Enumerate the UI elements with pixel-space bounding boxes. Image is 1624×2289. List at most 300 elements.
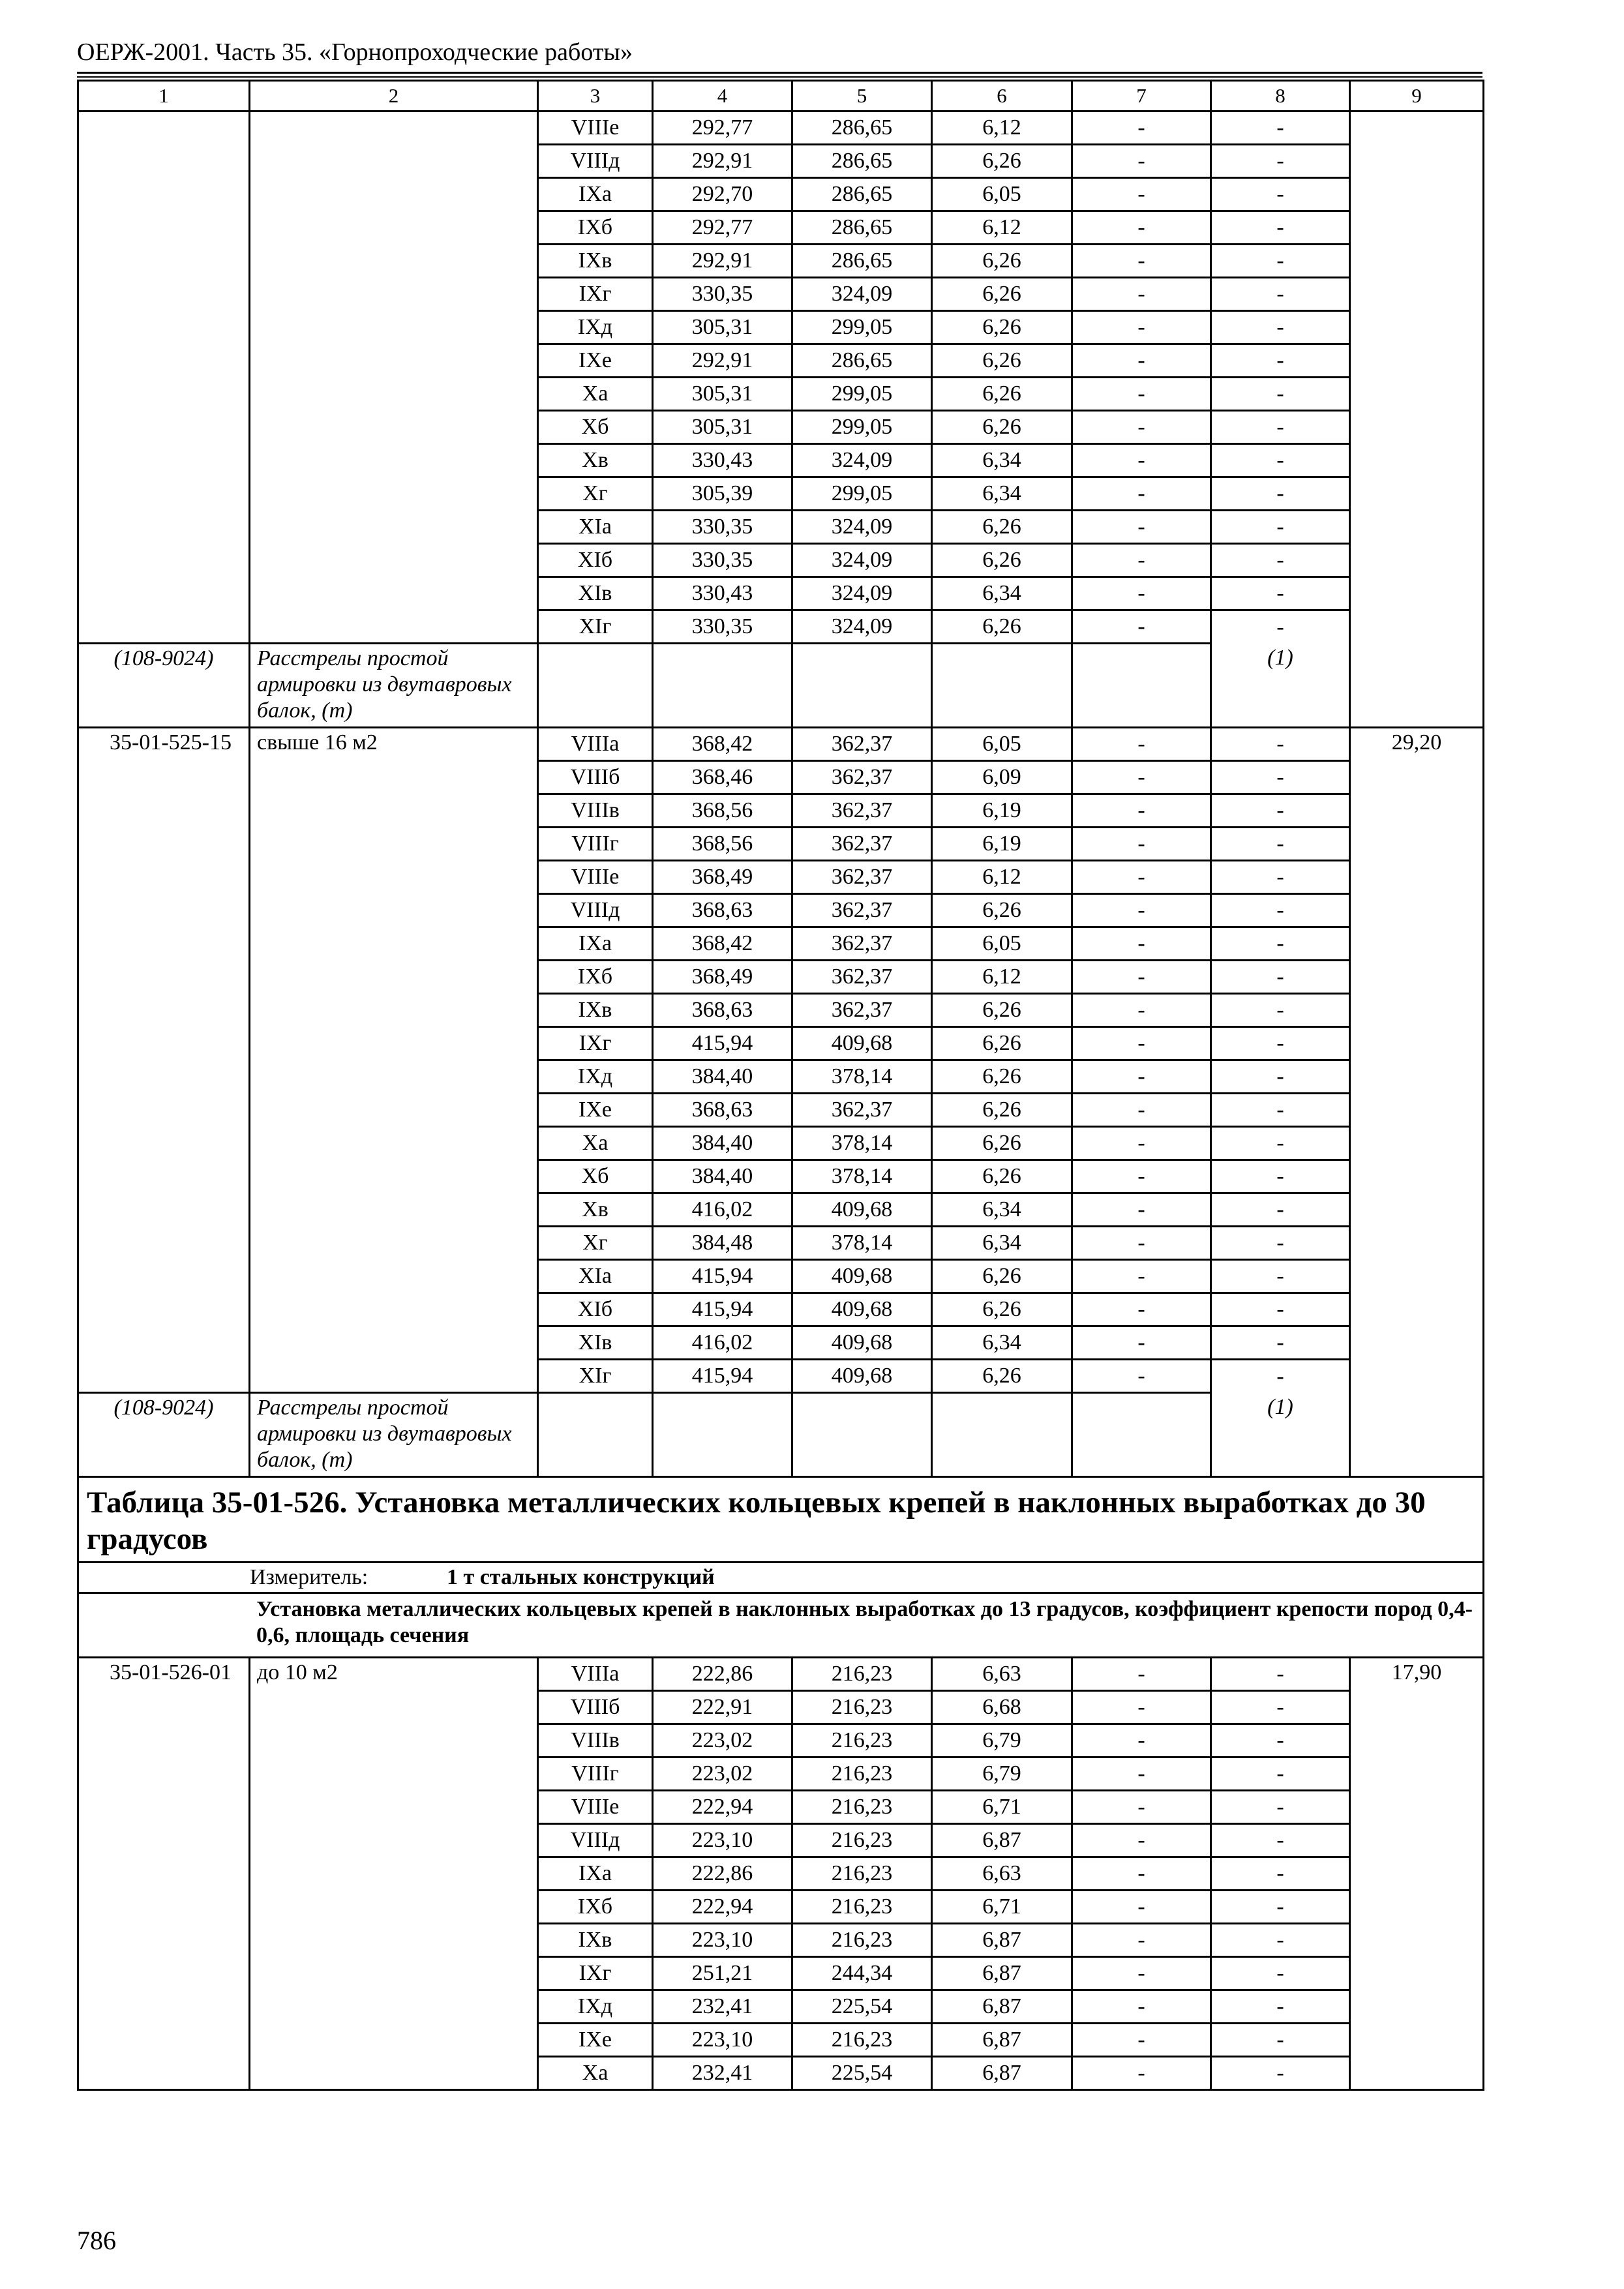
resource-code: (108-9024)	[78, 644, 250, 728]
value-cell	[653, 644, 792, 728]
resource-qty: (1)	[1211, 644, 1350, 728]
value-cell: 216,23	[792, 1658, 932, 1691]
name-cell	[250, 112, 538, 644]
value-cell: -	[1211, 961, 1350, 994]
value-cell: -	[1072, 378, 1211, 411]
value-cell: 384,48	[653, 1227, 792, 1260]
value-cell: -	[1211, 927, 1350, 961]
value-cell: Xа	[538, 1127, 653, 1160]
value-cell: 6,12	[932, 861, 1072, 894]
value-cell: -	[1211, 477, 1350, 511]
value-cell: Xв	[538, 444, 653, 477]
value-cell: -	[1211, 861, 1350, 894]
value-cell: -	[1072, 1724, 1211, 1758]
value-cell: 292,70	[653, 178, 792, 211]
value-cell: 6,68	[932, 1691, 1072, 1724]
value-cell: -	[1072, 444, 1211, 477]
value-cell: 299,05	[792, 378, 932, 411]
value-cell: -	[1072, 1193, 1211, 1227]
rates-table	[77, 80, 1484, 2091]
code-cell: 35-01-526-01	[78, 1658, 250, 2090]
value-cell: 6,34	[932, 577, 1072, 610]
value-cell: 6,87	[932, 1957, 1072, 1990]
value-cell: XIб	[538, 544, 653, 577]
value-cell: XIв	[538, 1326, 653, 1360]
value-cell: 362,37	[792, 794, 932, 828]
value-cell: VIIIа	[538, 728, 653, 761]
value-cell: 362,37	[792, 728, 932, 761]
value-cell: 6,34	[932, 1326, 1072, 1360]
value-cell: -	[1211, 344, 1350, 378]
value-cell: 6,26	[932, 1060, 1072, 1094]
column-header-row	[78, 81, 1484, 112]
value-cell: 330,35	[653, 610, 792, 644]
value-cell: IXг	[538, 1027, 653, 1060]
column-header: 3	[538, 81, 653, 112]
value-cell	[653, 1393, 792, 1477]
value-cell: -	[1211, 1924, 1350, 1957]
value-cell: 292,91	[653, 145, 792, 178]
value-cell: -	[1211, 1227, 1350, 1260]
value-cell: 305,31	[653, 411, 792, 444]
value-cell: 305,31	[653, 311, 792, 344]
value-cell: -	[1072, 1791, 1211, 1824]
value-cell: 324,09	[792, 544, 932, 577]
column-header: 9	[1350, 81, 1484, 112]
value-cell: 362,37	[792, 994, 932, 1027]
value-cell: 409,68	[792, 1293, 932, 1326]
resource-note-row	[78, 1393, 1484, 1477]
table-body	[78, 81, 1484, 2090]
value-cell: 384,40	[653, 1127, 792, 1160]
value-cell: 378,14	[792, 1227, 932, 1260]
header-rule-thin	[77, 76, 1482, 78]
value-cell: VIIIд	[538, 145, 653, 178]
value-cell: VIIIг	[538, 1758, 653, 1791]
value-cell: 6,26	[932, 1160, 1072, 1193]
value-cell: 222,86	[653, 1857, 792, 1891]
value-cell: -	[1211, 1791, 1350, 1824]
name-cell: до 10 м2	[250, 1658, 538, 2090]
value-cell: 368,46	[653, 761, 792, 794]
value-cell: -	[1211, 610, 1350, 644]
value-cell: 305,39	[653, 477, 792, 511]
value-cell: 368,42	[653, 927, 792, 961]
value-cell: XIг	[538, 1360, 653, 1393]
value-cell: VIIIе	[538, 112, 653, 145]
value-cell: 216,23	[792, 1691, 932, 1724]
value-cell: 299,05	[792, 411, 932, 444]
value-cell: -	[1211, 577, 1350, 610]
value-cell: -	[1072, 761, 1211, 794]
value-cell: -	[1072, 1326, 1211, 1360]
value-cell: 6,26	[932, 1127, 1072, 1160]
value-cell: VIIIа	[538, 1658, 653, 1691]
value-cell: -	[1072, 728, 1211, 761]
value-cell: XIб	[538, 1293, 653, 1326]
resource-name: Расстрелы простой армировки из двутавровых балок, (т)	[250, 644, 538, 728]
value-cell: 292,77	[653, 211, 792, 245]
value-cell: 330,43	[653, 577, 792, 610]
value-cell: 6,05	[932, 178, 1072, 211]
value-cell: IXе	[538, 2024, 653, 2057]
value-cell: IXд	[538, 311, 653, 344]
value-cell: 362,37	[792, 828, 932, 861]
value-cell: 415,94	[653, 1293, 792, 1326]
value-cell: 6,26	[932, 894, 1072, 927]
value-cell: 292,91	[653, 245, 792, 278]
value-cell: 409,68	[792, 1360, 932, 1393]
value-cell: 6,12	[932, 961, 1072, 994]
value-cell: 330,35	[653, 278, 792, 311]
value-cell: 6,09	[932, 761, 1072, 794]
value-cell: -	[1072, 511, 1211, 544]
value-cell: 6,26	[932, 1094, 1072, 1127]
value-cell: 225,54	[792, 2057, 932, 2090]
value-cell: -	[1072, 1824, 1211, 1857]
table-row	[78, 728, 1484, 761]
value-cell: -	[1211, 444, 1350, 477]
value-cell: -	[1072, 1957, 1211, 1990]
value-cell: -	[1072, 1060, 1211, 1094]
value-cell: IXа	[538, 1857, 653, 1891]
value-cell: 368,56	[653, 828, 792, 861]
value-cell: -	[1072, 927, 1211, 961]
page-number: 786	[77, 2226, 116, 2255]
value-cell: 222,94	[653, 1891, 792, 1924]
value-cell: 6,34	[932, 1227, 1072, 1260]
value-cell: 362,37	[792, 861, 932, 894]
value-cell: 378,14	[792, 1160, 932, 1193]
value-cell: IXв	[538, 245, 653, 278]
value-cell: 324,09	[792, 444, 932, 477]
value-cell: 330,43	[653, 444, 792, 477]
value-cell: -	[1211, 112, 1350, 145]
value-cell: 416,02	[653, 1326, 792, 1360]
value-cell: 6,26	[932, 278, 1072, 311]
value-cell: 6,12	[932, 211, 1072, 245]
name-cell: свыше 16 м2	[250, 728, 538, 1393]
value-cell: 6,71	[932, 1791, 1072, 1824]
value-cell: -	[1072, 245, 1211, 278]
value-cell: -	[1072, 861, 1211, 894]
value-cell: -	[1211, 1326, 1350, 1360]
value-cell: XIв	[538, 577, 653, 610]
value-cell: -	[1072, 1027, 1211, 1060]
value-cell: IXд	[538, 1990, 653, 2024]
value-cell: 330,35	[653, 511, 792, 544]
value-cell: 6,26	[932, 344, 1072, 378]
value-cell: 286,65	[792, 245, 932, 278]
value-cell: Xг	[538, 1227, 653, 1260]
value-cell: IXд	[538, 1060, 653, 1094]
value-cell: -	[1072, 278, 1211, 311]
value-cell: 362,37	[792, 927, 932, 961]
value-cell: IXб	[538, 961, 653, 994]
subheading-row	[78, 1593, 1484, 1658]
value-cell: 6,87	[932, 2057, 1072, 2090]
code-cell: 35-01-525-15	[78, 728, 250, 1393]
value-cell: 324,09	[792, 278, 932, 311]
value-cell: -	[1072, 1758, 1211, 1791]
value-cell: 232,41	[653, 2057, 792, 2090]
value-cell: -	[1072, 1094, 1211, 1127]
value-cell: 222,86	[653, 1658, 792, 1691]
value-cell: 223,02	[653, 1758, 792, 1791]
value-cell: 286,65	[792, 112, 932, 145]
value-cell: 232,41	[653, 1990, 792, 2024]
value-cell: -	[1211, 245, 1350, 278]
value-cell: -	[1072, 311, 1211, 344]
value-cell: -	[1072, 2024, 1211, 2057]
value-cell: -	[1072, 411, 1211, 444]
value-cell: IXе	[538, 344, 653, 378]
value-cell: VIIIб	[538, 1691, 653, 1724]
value-cell: -	[1211, 2024, 1350, 2057]
value-cell: -	[1211, 145, 1350, 178]
value-cell: VIIIе	[538, 1791, 653, 1824]
value-cell: -	[1211, 544, 1350, 577]
value-cell: -	[1072, 1990, 1211, 2024]
value-cell: -	[1211, 1724, 1350, 1758]
value-cell: XIа	[538, 1260, 653, 1293]
value-cell: 6,34	[932, 1193, 1072, 1227]
value-cell: 6,05	[932, 728, 1072, 761]
value-cell	[792, 644, 932, 728]
resource-name: Расстрелы простой армировки из двутавровых балок, (т)	[250, 1393, 538, 1477]
value-cell: 378,14	[792, 1127, 932, 1160]
value-cell: 6,79	[932, 1758, 1072, 1791]
value-cell: Xб	[538, 1160, 653, 1193]
value-cell: 286,65	[792, 344, 932, 378]
resource-note-row	[78, 644, 1484, 728]
value-cell: -	[1211, 1027, 1350, 1060]
value-cell: VIIIе	[538, 861, 653, 894]
value-cell: 292,91	[653, 344, 792, 378]
value-cell: 324,09	[792, 577, 932, 610]
value-cell: -	[1211, 761, 1350, 794]
value-cell: -	[1072, 178, 1211, 211]
value-cell: -	[1211, 1094, 1350, 1127]
page-header: ОЕРЖ-2001. Часть 35. «Горнопроходческие работы»	[77, 38, 633, 66]
value-cell: 330,35	[653, 544, 792, 577]
value-cell: 223,10	[653, 2024, 792, 2057]
table-row	[78, 112, 1484, 145]
value-cell: 286,65	[792, 145, 932, 178]
value-cell: Xг	[538, 477, 653, 511]
value-cell: 6,34	[932, 444, 1072, 477]
value-cell: 223,10	[653, 1824, 792, 1857]
value-cell	[932, 1393, 1072, 1477]
value-cell: -	[1072, 1891, 1211, 1924]
table-title-row	[78, 1477, 1484, 1563]
value-cell: IXа	[538, 178, 653, 211]
value-cell: -	[1072, 145, 1211, 178]
value-cell: -	[1072, 828, 1211, 861]
value-cell: 286,65	[792, 178, 932, 211]
value-cell: 415,94	[653, 1260, 792, 1293]
value-cell: 6,05	[932, 927, 1072, 961]
value-cell: VIIIв	[538, 794, 653, 828]
value-cell: 6,26	[932, 610, 1072, 644]
value-cell: 362,37	[792, 894, 932, 927]
value-cell	[1072, 644, 1211, 728]
value-cell: 409,68	[792, 1326, 932, 1360]
value-cell: -	[1211, 1957, 1350, 1990]
value-cell: -	[1211, 1891, 1350, 1924]
value-cell: IXв	[538, 994, 653, 1027]
column-header: 8	[1211, 81, 1350, 112]
value-cell: 368,63	[653, 894, 792, 927]
value-cell: 222,94	[653, 1791, 792, 1824]
value-cell: 362,37	[792, 761, 932, 794]
value-cell: -	[1072, 1293, 1211, 1326]
value-cell: 6,71	[932, 1891, 1072, 1924]
value-cell: -	[1072, 344, 1211, 378]
value-cell: -	[1211, 378, 1350, 411]
value-cell: 6,26	[932, 245, 1072, 278]
value-cell	[932, 644, 1072, 728]
value-cell: 6,79	[932, 1724, 1072, 1758]
value-cell: -	[1072, 961, 1211, 994]
value-cell: -	[1072, 1127, 1211, 1160]
value-cell: 6,26	[932, 378, 1072, 411]
value-cell: 415,94	[653, 1027, 792, 1060]
column-header: 6	[932, 81, 1072, 112]
measure-label: Измеритель:	[250, 1565, 368, 1589]
measure-row	[78, 1563, 1484, 1593]
value-cell: IXе	[538, 1094, 653, 1127]
value-cell: -	[1211, 828, 1350, 861]
value-cell: VIIIг	[538, 828, 653, 861]
value-cell: VIIIб	[538, 761, 653, 794]
value-cell: 6,87	[932, 1924, 1072, 1957]
value-cell: -	[1211, 1260, 1350, 1293]
value-cell: Xб	[538, 411, 653, 444]
value-cell: 368,49	[653, 961, 792, 994]
value-cell: 286,65	[792, 211, 932, 245]
value-cell: XIа	[538, 511, 653, 544]
value-cell: 362,37	[792, 1094, 932, 1127]
table-title: Таблица 35-01-526. Установка металлических кольцевых крепей в наклонных выработках до 30 градусов	[78, 1477, 1484, 1563]
value-cell: -	[1072, 2057, 1211, 2090]
value-cell: 216,23	[792, 1924, 932, 1957]
value-cell: 409,68	[792, 1027, 932, 1060]
value-cell: IXб	[538, 211, 653, 245]
column-header: 2	[250, 81, 538, 112]
value-cell: 6,26	[932, 1360, 1072, 1393]
value-cell: IXб	[538, 1891, 653, 1924]
value-cell: -	[1072, 211, 1211, 245]
value-cell: -	[1211, 1293, 1350, 1326]
value-cell: VIIIв	[538, 1724, 653, 1758]
value-cell	[538, 644, 653, 728]
value-cell: VIIIд	[538, 894, 653, 927]
value-cell: 6,26	[932, 994, 1072, 1027]
value-cell: Xа	[538, 2057, 653, 2090]
value-cell: 299,05	[792, 311, 932, 344]
value-cell: 6,26	[932, 1260, 1072, 1293]
value-cell: -	[1211, 1360, 1350, 1393]
value-cell: -	[1211, 894, 1350, 927]
value-cell: 299,05	[792, 477, 932, 511]
value-cell	[1072, 1393, 1211, 1477]
value-cell: -	[1211, 1758, 1350, 1791]
value-cell: -	[1211, 1824, 1350, 1857]
header-rule	[77, 72, 1482, 74]
value-cell: 251,21	[653, 1957, 792, 1990]
value-cell: -	[1072, 477, 1211, 511]
value-cell: -	[1211, 211, 1350, 245]
value-cell: -	[1072, 1160, 1211, 1193]
value-cell: 6,87	[932, 1824, 1072, 1857]
code-cell	[78, 112, 250, 644]
value-cell: 6,26	[932, 511, 1072, 544]
value-cell: Xв	[538, 1193, 653, 1227]
value-cell: 216,23	[792, 1791, 932, 1824]
value-cell: -	[1211, 1160, 1350, 1193]
value-cell: 6,87	[932, 1990, 1072, 2024]
value-cell: -	[1211, 1691, 1350, 1724]
value-cell: -	[1072, 994, 1211, 1027]
value-cell: -	[1072, 1658, 1211, 1691]
value-cell: 225,54	[792, 1990, 932, 2024]
value-cell: 378,14	[792, 1060, 932, 1094]
value-cell: -	[1211, 411, 1350, 444]
column-header: 7	[1072, 81, 1211, 112]
value-cell: -	[1072, 1924, 1211, 1957]
value-cell: -	[1211, 278, 1350, 311]
value-cell: 216,23	[792, 1724, 932, 1758]
value-cell: 409,68	[792, 1260, 932, 1293]
value-cell: -	[1211, 994, 1350, 1027]
value-cell: IXг	[538, 278, 653, 311]
value-cell: 6,26	[932, 544, 1072, 577]
value-cell: -	[1211, 1060, 1350, 1094]
value-cell: 368,63	[653, 994, 792, 1027]
value-cell	[538, 1393, 653, 1477]
value-cell	[792, 1393, 932, 1477]
resource-code: (108-9024)	[78, 1393, 250, 1477]
value-cell: 409,68	[792, 1193, 932, 1227]
value-cell: 216,23	[792, 2024, 932, 2057]
value-cell: 324,09	[792, 610, 932, 644]
column-header: 5	[792, 81, 932, 112]
value-cell: 324,09	[792, 511, 932, 544]
measure-cell	[78, 1563, 1484, 1593]
value-cell: 6,63	[932, 1857, 1072, 1891]
value-cell: 216,23	[792, 1758, 932, 1791]
value-cell: -	[1211, 178, 1350, 211]
column-header: 4	[653, 81, 792, 112]
value-cell: 6,19	[932, 794, 1072, 828]
value-cell: -	[1072, 894, 1211, 927]
value-cell: -	[1211, 1127, 1350, 1160]
value-cell: 6,87	[932, 2024, 1072, 2057]
value-cell: -	[1072, 1857, 1211, 1891]
value-cell: -	[1072, 1227, 1211, 1260]
section-subheading: Установка металлических кольцевых крепей в наклонных выработках до 13 градусов, коэффициент крепости пород 0,4-0,6, площадь сечения	[78, 1593, 1484, 1658]
value-cell: 416,02	[653, 1193, 792, 1227]
value-cell: -	[1211, 728, 1350, 761]
value-cell: IXг	[538, 1957, 653, 1990]
value-cell: -	[1211, 1857, 1350, 1891]
value-cell: 216,23	[792, 1891, 932, 1924]
value-cell: 6,12	[932, 112, 1072, 145]
value-cell: -	[1211, 311, 1350, 344]
value-cell: -	[1072, 1360, 1211, 1393]
value-cell: -	[1072, 794, 1211, 828]
